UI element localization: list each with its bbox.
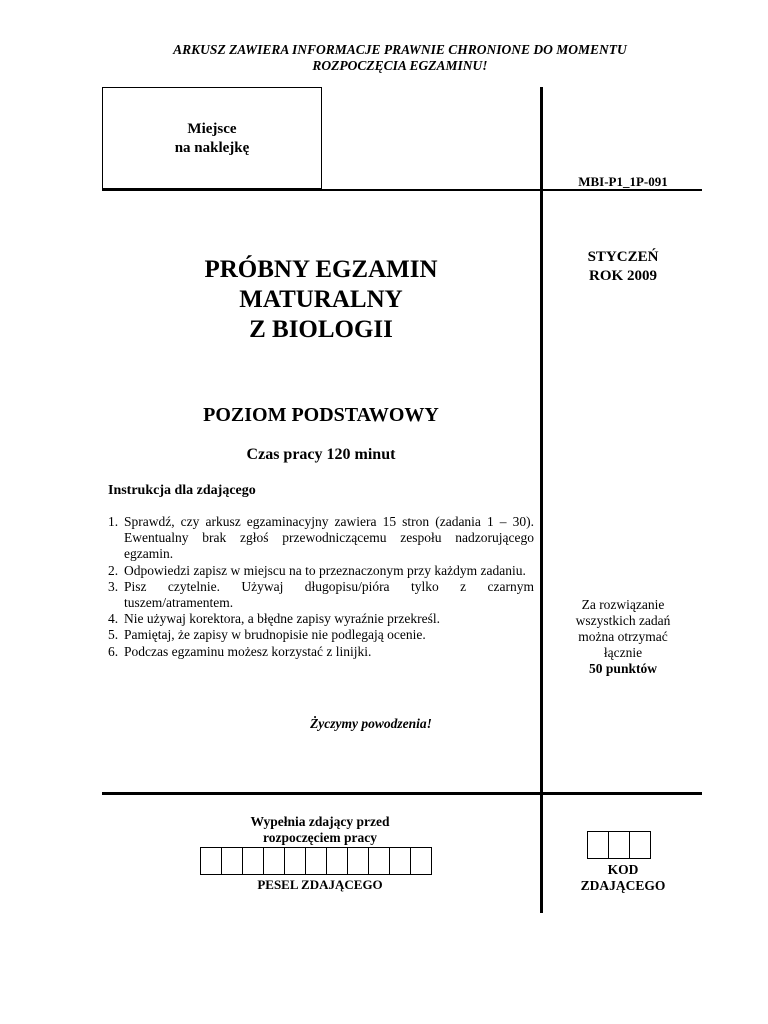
- pesel-digit-box[interactable]: [221, 847, 243, 875]
- exam-month: STYCZEŃ: [587, 249, 659, 265]
- pesel-digit-box[interactable]: [200, 847, 222, 875]
- pesel-digit-box[interactable]: [284, 847, 306, 875]
- warning-line-1: ARKUSZ ZAWIERA INFORMACJE PRAWNIE CHRONIONE DO MOMENTU: [173, 42, 627, 57]
- pesel-digit-box[interactable]: [326, 847, 348, 875]
- kod-input-boxes: [588, 831, 651, 859]
- title-line-3: Z BIOLOGII: [249, 316, 393, 343]
- sticker-label: [103, 120, 321, 158]
- title-line-2: MATURALNY: [239, 286, 403, 313]
- instructions-heading: Instrukcja dla zdającego: [108, 483, 256, 498]
- bottom-divider: [102, 792, 702, 795]
- fill-line-2: rozpoczęciem pracy: [262, 830, 378, 845]
- pesel-digit-box[interactable]: [263, 847, 285, 875]
- pesel-input-boxes: [201, 847, 432, 875]
- exam-date: [545, 248, 701, 286]
- pesel-digit-box[interactable]: [242, 847, 264, 875]
- kod-label-line-2: ZDAJĄCEGO: [580, 878, 666, 893]
- instruction-item: [108, 644, 534, 660]
- sticker-line-2: na naklejkę: [174, 140, 250, 156]
- fill-line-1: Wypełnia zdający przed: [250, 814, 390, 829]
- instruction-number: 5.: [108, 627, 119, 643]
- instruction-item: [108, 514, 534, 563]
- instruction-item: [108, 627, 534, 643]
- good-luck-message: Życzymy powodzenia!: [310, 716, 432, 731]
- exam-year: ROK 2009: [589, 268, 657, 284]
- instruction-item: [108, 579, 534, 611]
- points-line-2: wszystkich zadań: [575, 613, 671, 628]
- page-title: [102, 255, 540, 345]
- instructions-list: [108, 514, 534, 660]
- kod-digit-box[interactable]: [608, 831, 630, 859]
- points-line-3: można otrzymać: [578, 629, 668, 644]
- instruction-item: [108, 611, 534, 627]
- sticker-placeholder-box: [102, 87, 322, 189]
- fill-instruction: [200, 814, 440, 846]
- title-line-1: PRÓBNY EGZAMIN: [204, 256, 438, 283]
- kod-digit-box[interactable]: [629, 831, 651, 859]
- instruction-text: Pisz czytelnie. Używaj długopisu/pióra tylko z czarnym tuszem/atramentem.: [124, 578, 534, 611]
- kod-digit-box[interactable]: [587, 831, 609, 859]
- instruction-text: Pamiętaj, że zapisy w brudnopisie nie podlegają ocenie.: [124, 627, 426, 643]
- kod-label: [545, 862, 701, 894]
- exam-code: MBI-P1_1P-091: [578, 174, 668, 189]
- points-line-4: łącznie: [603, 645, 643, 660]
- exam-time: Czas pracy 120 minut: [246, 446, 396, 463]
- warning-line-2: ROZPOCZĘCIA EGZAMINU!: [312, 58, 488, 73]
- instruction-text: Nie używaj korektora, a błędne zapisy wyraźnie przekreśl.: [124, 611, 440, 627]
- vertical-divider: [540, 87, 543, 913]
- pesel-digit-box[interactable]: [368, 847, 390, 875]
- pesel-digit-box[interactable]: [305, 847, 327, 875]
- instruction-text: Odpowiedzi zapisz w miejscu na to przeznaczonym przy każdym zadaniu.: [124, 562, 526, 578]
- instruction-number: 2.: [108, 562, 119, 578]
- points-info: [545, 597, 701, 677]
- legal-warning: [100, 42, 700, 74]
- pesel-digit-box[interactable]: [410, 847, 432, 875]
- instruction-item: [108, 563, 534, 579]
- points-total: [545, 661, 701, 677]
- exam-level: POZIOM PODSTAWOWY: [203, 404, 439, 426]
- instruction-number: 3.: [108, 578, 119, 594]
- instruction-number: 4.: [108, 611, 119, 627]
- pesel-label: PESEL ZDAJĄCEGO: [257, 877, 383, 892]
- kod-label-line-1: KOD: [607, 862, 639, 877]
- sticker-line-1: Miejsce: [187, 121, 237, 137]
- instruction-number: 6.: [108, 643, 119, 659]
- pesel-digit-box[interactable]: [389, 847, 411, 875]
- points-line-1: Za rozwiązanie: [581, 597, 665, 612]
- points-total-value: 50 punktów: [589, 661, 657, 676]
- instruction-number: 1.: [108, 514, 119, 529]
- instruction-text: Sprawdź, czy arkusz egzaminacyjny zawiera 15 stron (zadania 1 – 30). Ewentualny brak zgłoś przewodniczącemu zespołu nadzorującego egzamin.: [124, 514, 534, 562]
- pesel-digit-box[interactable]: [347, 847, 369, 875]
- instruction-text: Podczas egzaminu możesz korzystać z linijki.: [124, 643, 372, 659]
